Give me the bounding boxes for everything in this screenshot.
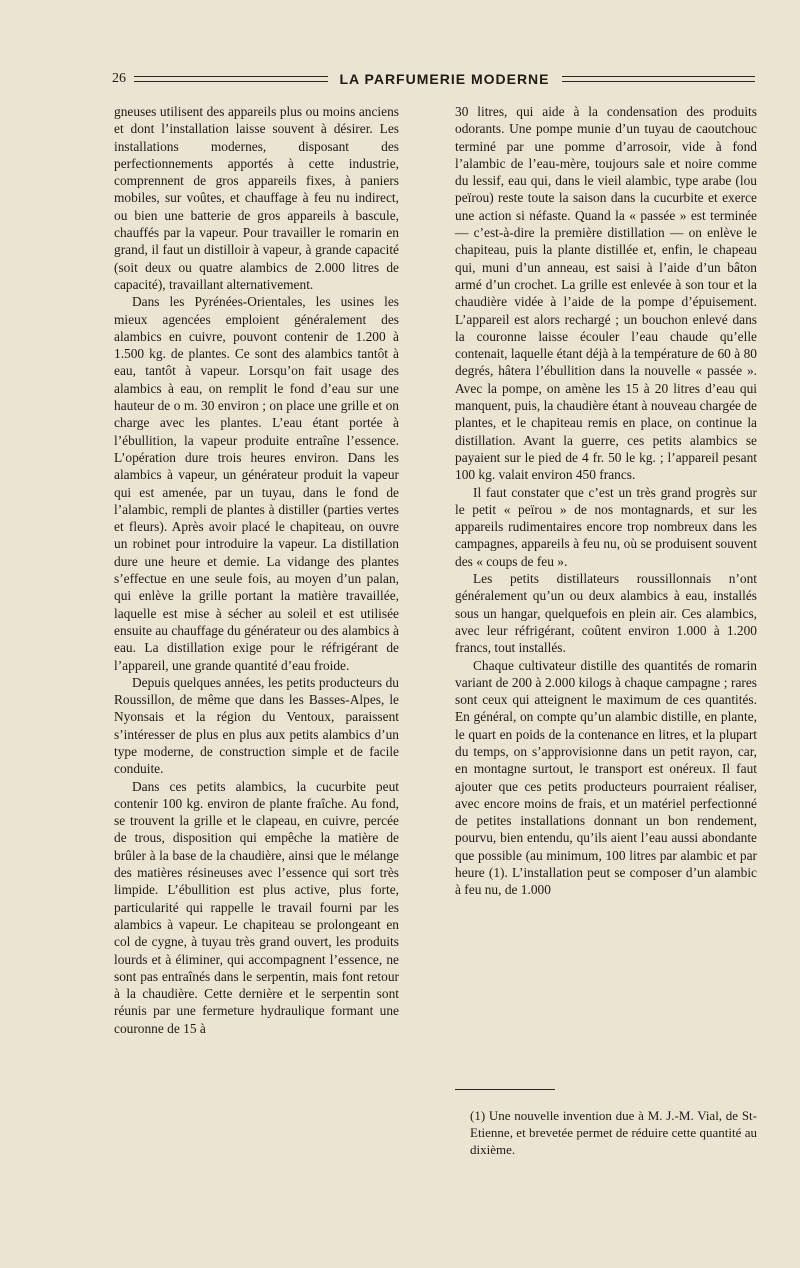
paragraph: Chaque cultivateur distille des quantités de romarin variant de 200 à 2.000 kilogs à chaque campagne ; rares sont ceux qui atteignent le maximum de ces quantités. En général, on compte qu’un alambic distille, en plante, le quart en poids de la contenance en litres, et la plupart du temps, on s’approvisionne dans un petit rayon, car, en montagne surtout, le transport est onéreux. Il faut ajouter que ces petits producteurs pourraient réaliser, avec encore moins de frais, et un matériel perfectionné de petites installations donnant un bon rendement, pourvu, bien entendu, qu’ils aient l’eau aussi abondante que possible (au minimum, 100 litres par alambic et par heure (1). L’installation peut se composer d’un alambic à feu nu, de 1.000 (455, 657, 757, 898)
header-rule-left (134, 76, 328, 82)
paragraph: Il faut constater que c’est un très grand progrès sur le petit « peïrou » de nos montagnards, et sur les appareils rudimentaires encore trop nombreux dans les campagnes, appareils à feu nu, où se produisent souvent des « coups de feu ». (455, 484, 757, 569)
header-rule-right (562, 76, 756, 82)
left-column (114, 103, 399, 1037)
paragraph: Depuis quelques années, les petits producteurs du Roussillon, de même que dans les Basses-Alpes, le Nyonsais et la région du Ventoux, paraissent s’intéresser de plus en plus aux petits alambics d’un type moderne, de construction simple et de facile conduite. (114, 674, 399, 777)
paragraph: Dans ces petits alambics, la cucurbite peut contenir 100 kg. environ de plante fraîche. Au fond, se trouvent la grille et le clapeau, en cuivre, percée de trous, disposition qui empêche la matière de brûler à la base de la chaudière, ainsi que le mélange des matières résineuses avec l’essence qui sort très limpide. L’ébullition est plus active, plus forte, particularité qui rappelle le travail fourni par les alambics à vapeur. Le chapiteau se prolongeant en col de cygne, à tuyau très grand ouvert, les produits lourds et à éliminer, qui accompagnent l’essence, ne sont pas entraînés dans le serpentin, mais font retour à la chaudière. Cette dernière et le serpentin sont réunis par une fermeture hydraulique formant une couronne de 15 à (114, 778, 399, 1036)
paragraph: Dans les Pyrénées-Orientales, les usines les mieux agencées emploient généralement des alambics en cuivre, pouvont contenir de 1.200 à 1.500 kg. de plantes. Ce sont des alambics tantôt à eau, tantôt à vapeur. Lorsqu’on fait usage des alambics à eau, on remplit le fond d’eau sur une hauteur de o m. 30 environ ; on place une grille et on charge avec les plantes. L’eau étant portée à l’ébullition, la vapeur produite entraîne l’essence. L’opération dure trois heures environ. Dans les alambics à vapeur, un générateur produit la vapeur qui est amenée, par un tuyau, dans le fond de l’alambic, rempli de plantes à distiller (parties vertes et fleurs). Après avoir placé le chapiteau, on ouvre un robinet pour introduire la vapeur. La distillation dure une heure et demie. La vidange des plantes s’effectue en une seule fois, au moyen d’un palan, qui enlève la grille portant la matière travaillée, laquelle est mise à sécher au soleil et est utilisée ensuite au chauffage du générateur ou des alambics à eau. La distillation exige pour le réfrigérant de l’appareil, une grande quantité d’eau froide. (114, 294, 399, 673)
paragraph: Les petits distillateurs roussillonnais n’ont généralement qu’un ou deux alambics à eau, installés sous un hangar, quelquefois en plein air. Ces alambics, avec leur réfrigérant, coûtent environ 1.000 à 1.200 francs, tout installés. (455, 571, 757, 656)
journal-title: LA PARFUMERIE MODERNE (339, 71, 550, 87)
footnote-rule (455, 1089, 555, 1090)
page-number: 26 (112, 71, 126, 86)
right-column (455, 103, 757, 899)
footnote: (1) Une nouvelle invention due à M. J.-M. Vial, de St-Etienne, et brevetée permet de réduire cette quantité au dixième. (470, 1108, 757, 1157)
paragraph: 30 litres, qui aide à la condensation des produits odorants. Une pompe munie d’un tuyau de caoutchouc terminé par une pomme d’arrosoir, vide à fond l’alambic de l’eau-mère, toujours sale et noire comme du lessif, eau qui, dans le vieil alambic, type arabe (lou peïrou) reste toute la saison dans la cucurbite et exerce une action si néfaste. Quand la « passée » est terminée — c’est-à-dire la première distillation — on enlève le chapiteau, puis la plante distillée et, enfin, le chapeau qui, muni d’un anneau, est saisi à l’aide d’un bâton armé d’un crochet. La grille est enlevée à son tour et la chaudière vidée à l’aide de la pompe d’épuisement. L’appareil est alors rechargé ; un bouchon enlevé dans la couronne laisse écouler l’eau chaude qu’elle contenait, laquelle étant déjà à la température de 60 à 80 degrés, hâtera l’ébullition dans la nouvelle « passée ». Avec la pompe, on amène les 15 à 20 litres d’eau qui manquent, puis, la chaudière étant à nouveau chargée de plantes, et le chapiteau remis en place, on continue la distillation. Avant la guerre, ces petits alambics se payaient sur le pied de 4 fr. 50 le kg. ; l’appareil pesant 100 kg. valait environ 450 francs. (455, 104, 757, 483)
paragraph: gneuses utilisent des appareils plus ou moins anciens et dont l’installation laisse souvent à désirer. Les installations modernes, disposant des perfectionnements apportés à cette industrie, comprennent de gros appareils fixes, à paniers mobiles, sur voûtes, et chauffage à feu nu indirect, ou bien une batterie de gros appareils à bascule, chauffés par la vapeur. Pour travailler le romarin en grand, il faut un distilloir à vapeur, à grande capacité (soit deux ou quatre alambics de 2.000 litres de capacité), travaillant alternativement. (114, 104, 399, 292)
running-head (112, 70, 755, 88)
